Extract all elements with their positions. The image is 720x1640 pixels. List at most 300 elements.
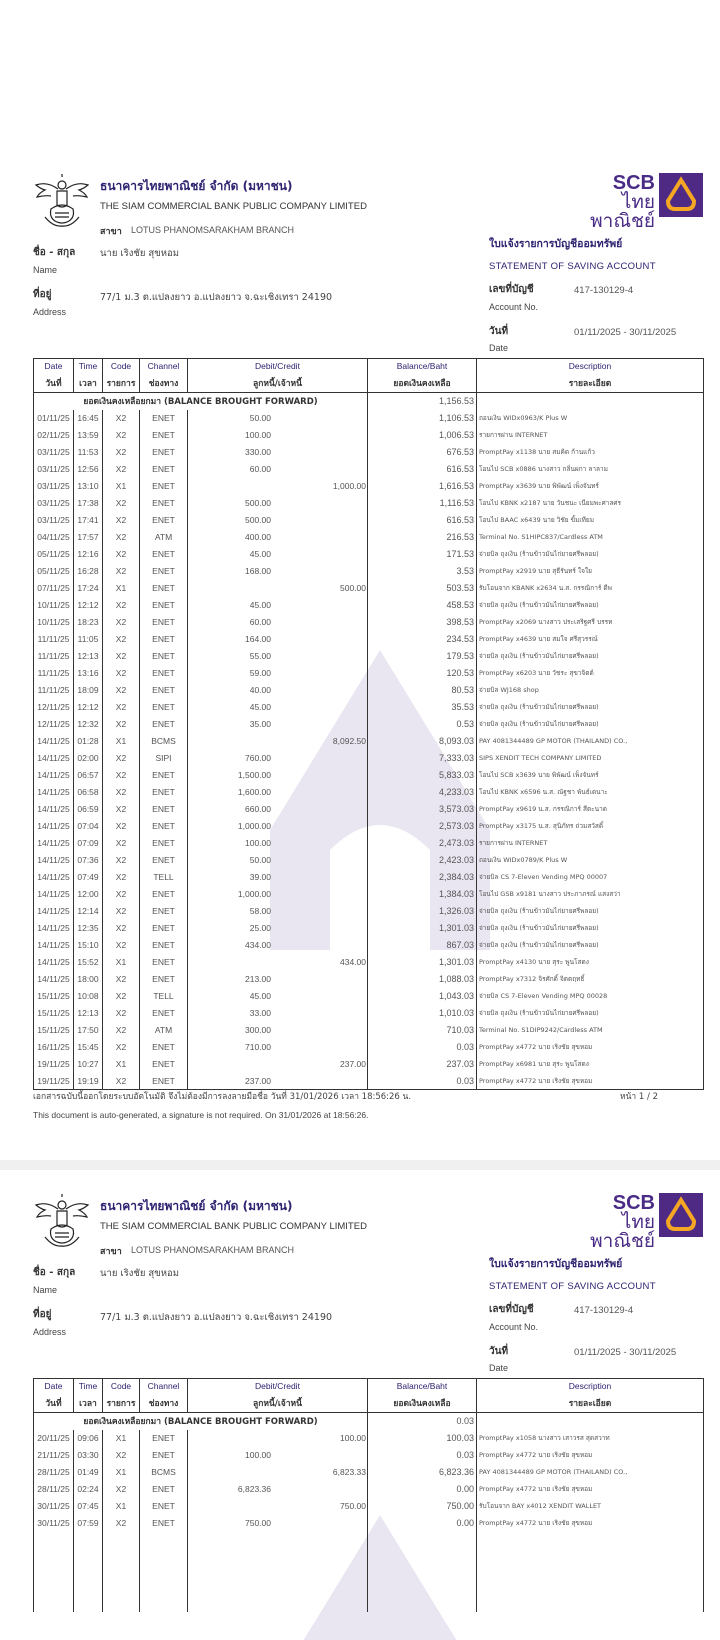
debit-credit-cell — [188, 665, 368, 682]
date-cell: 03/11/25 — [34, 512, 74, 529]
description-cell: จ่ายบิล WJ168 shop — [477, 682, 704, 699]
statement-title-th: ใบแจ้งรายการบัญชีออมทรัพย์ — [489, 238, 623, 250]
table-row — [34, 1430, 704, 1447]
balance-cell: 100.03 — [368, 1430, 477, 1447]
debit-credit-cell — [188, 580, 368, 597]
debit-amount: 164.00 — [245, 634, 271, 644]
channel-cell: ENET — [140, 835, 188, 852]
table-row — [34, 444, 704, 461]
description-cell: PAY 4081344489 GP MOTOR (THAILAND) CO., — [477, 733, 704, 750]
column-header-en: Channel — [147, 361, 180, 371]
branch-value: LOTUS PHANOMSARAKHAM BRANCH — [131, 225, 295, 235]
debit-credit-cell — [188, 1056, 368, 1073]
name-label-th: ชื่อ - สกุล — [33, 1267, 76, 1278]
code-cell: X2 — [103, 546, 140, 563]
channel-cell: ENET — [140, 1515, 188, 1532]
description-cell: PromptPay x7312 จิรศักดิ์ จิตตฤทธิ์ — [477, 971, 704, 988]
table-row — [34, 546, 704, 563]
table-row — [34, 529, 704, 546]
date-cell: 03/11/25 — [34, 461, 74, 478]
balance-cell: 80.53 — [368, 682, 477, 699]
debit-credit-cell — [188, 767, 368, 784]
date-cell: 14/11/25 — [34, 801, 74, 818]
statement-page-2 — [0, 1170, 720, 1640]
code-cell: X2 — [103, 1073, 140, 1090]
table-row — [34, 1515, 704, 1532]
debit-credit-cell — [188, 512, 368, 529]
statement-title-en: STATEMENT OF SAVING ACCOUNT — [489, 261, 656, 272]
date-cell: 05/11/25 — [34, 546, 74, 563]
description-cell: จ่ายบิล ถุงเงิน (ร้านข้าวมันไก่ยายศรีพลอย) — [477, 1005, 704, 1022]
code-cell: X2 — [103, 1481, 140, 1498]
balance-cell: 1,301.03 — [368, 954, 477, 971]
time-cell: 13:59 — [74, 427, 103, 444]
bank-name-en: THE SIAM COMMERCIAL BANK PUBLIC COMPANY LIMITED — [100, 1221, 367, 1232]
time-cell: 17:38 — [74, 495, 103, 512]
table-row — [34, 631, 704, 648]
time-cell: 16:45 — [74, 410, 103, 427]
column-header — [188, 1379, 368, 1413]
debit-credit-cell — [188, 1498, 368, 1515]
table-row — [34, 954, 704, 971]
code-cell: X2 — [103, 937, 140, 954]
column-header — [74, 359, 103, 393]
description-cell: PromptPay x2919 นาย สุธีรันทร์ ใจใย — [477, 563, 704, 580]
table-row — [34, 614, 704, 631]
debit-amount: 750.00 — [245, 1518, 271, 1528]
date-cell: 03/11/25 — [34, 444, 74, 461]
date-cell: 15/11/25 — [34, 1022, 74, 1039]
statement-period: 01/11/2025 - 30/11/2025 — [574, 327, 677, 338]
channel-cell: ENET — [140, 631, 188, 648]
channel-cell: ENET — [140, 920, 188, 937]
time-cell: 17:41 — [74, 512, 103, 529]
date-cell: 10/11/25 — [34, 614, 74, 631]
credit-amount: 434.00 — [340, 957, 366, 967]
debit-amount: 760.00 — [245, 753, 271, 763]
table-row — [34, 597, 704, 614]
table-row — [34, 784, 704, 801]
description-cell: จ่ายบิล ถุงเงิน (ร้านข้าวมันไก่ยายศรีพลอย) — [477, 699, 704, 716]
debit-credit-cell — [188, 937, 368, 954]
code-cell: X2 — [103, 410, 140, 427]
debit-credit-cell — [188, 733, 368, 750]
code-cell: X1 — [103, 954, 140, 971]
code-cell: X2 — [103, 1005, 140, 1022]
time-cell: 16:28 — [74, 563, 103, 580]
date-cell: 05/11/25 — [34, 563, 74, 580]
balance-cell: 710.03 — [368, 1022, 477, 1039]
time-cell: 01:28 — [74, 733, 103, 750]
time-cell: 18:00 — [74, 971, 103, 988]
date-cell: 28/11/25 — [34, 1464, 74, 1481]
account-label-th: เลขที่บัญชี — [489, 1304, 534, 1315]
code-cell: X2 — [103, 835, 140, 852]
code-cell: X1 — [103, 1430, 140, 1447]
credit-amount: 100.00 — [340, 1433, 366, 1443]
balance-cell: 234.53 — [368, 631, 477, 648]
channel-cell: ENET — [140, 682, 188, 699]
description-cell: PromptPay x4772 นาย เริงชัย สุขหอม — [477, 1481, 704, 1498]
column-header — [368, 1379, 477, 1413]
debit-credit-cell — [188, 1430, 368, 1447]
date-cell: 11/11/25 — [34, 682, 74, 699]
channel-cell: ENET — [140, 1430, 188, 1447]
empty-cell — [477, 1532, 704, 1612]
code-cell: X2 — [103, 886, 140, 903]
table-row — [34, 835, 704, 852]
description-cell: PromptPay x4772 นาย เริงชัย สุขหอม — [477, 1515, 704, 1532]
table-header-row — [34, 359, 704, 393]
debit-credit-cell — [188, 852, 368, 869]
date-label-th: วันที่ — [489, 1346, 509, 1357]
description-cell: จ่ายบิล CS 7-Eleven Vending MPQ 00007 — [477, 869, 704, 886]
debit-credit-cell — [188, 1039, 368, 1056]
balance-cell: 0.03 — [368, 1039, 477, 1056]
channel-cell: ENET — [140, 971, 188, 988]
table-row — [34, 886, 704, 903]
code-cell: X1 — [103, 1498, 140, 1515]
debit-amount: 1,000.00 — [237, 889, 271, 899]
channel-cell: ENET — [140, 1498, 188, 1515]
page-separator — [0, 1160, 720, 1170]
table-row — [34, 767, 704, 784]
table-header-row — [34, 1379, 704, 1413]
scb-emblem-icon — [659, 173, 703, 217]
table-row — [34, 801, 704, 818]
debit-amount: 710.00 — [245, 1042, 271, 1052]
address-label-th: ที่อยู่ — [33, 289, 52, 300]
date-cell: 11/11/25 — [34, 648, 74, 665]
balance-cell: 750.00 — [368, 1498, 477, 1515]
code-cell: X2 — [103, 563, 140, 580]
date-cell: 04/11/25 — [34, 529, 74, 546]
balance-cell: 35.53 — [368, 699, 477, 716]
table-row — [34, 1022, 704, 1039]
balance-cell: 0.00 — [368, 1481, 477, 1498]
bank-name-en: THE SIAM COMMERCIAL BANK PUBLIC COMPANY LIMITED — [100, 201, 367, 212]
statement-title-en: STATEMENT OF SAVING ACCOUNT — [489, 1281, 656, 1292]
time-cell: 18:09 — [74, 682, 103, 699]
transactions-table — [33, 358, 704, 1090]
time-cell: 12:56 — [74, 461, 103, 478]
code-cell: X2 — [103, 988, 140, 1005]
debit-amount: 100.00 — [245, 430, 271, 440]
balance-cell: 2,423.03 — [368, 852, 477, 869]
column-header — [140, 359, 188, 393]
table-row — [34, 563, 704, 580]
column-header — [103, 359, 140, 393]
column-header — [34, 359, 74, 393]
channel-cell: ENET — [140, 597, 188, 614]
column-header — [103, 1379, 140, 1413]
balance-cell: 616.53 — [368, 512, 477, 529]
customer-name: นาย เริงชัย สุขหอม — [100, 1268, 179, 1279]
debit-credit-cell — [188, 1481, 368, 1498]
debit-credit-cell — [188, 886, 368, 903]
channel-cell: ENET — [140, 546, 188, 563]
time-cell: 07:49 — [74, 869, 103, 886]
balance-forward-row — [34, 1413, 704, 1430]
debit-credit-cell — [188, 971, 368, 988]
debit-credit-cell — [188, 1447, 368, 1464]
code-cell: X1 — [103, 580, 140, 597]
column-header-en: Balance/Baht — [396, 361, 448, 371]
debit-credit-cell — [188, 410, 368, 427]
footer-note-en: This document is auto-generated, a signature is not required. On 31/01/2026 at 18:56:26. — [33, 1110, 369, 1120]
description-cell: โอนไป KBNK x2187 นาย วันชนะ เนียมพะศาลศร — [477, 495, 704, 512]
date-cell: 14/11/25 — [34, 784, 74, 801]
channel-cell: BCMS — [140, 733, 188, 750]
debit-credit-cell — [188, 631, 368, 648]
table-row — [34, 580, 704, 597]
debit-credit-cell — [188, 614, 368, 631]
debit-credit-cell — [188, 801, 368, 818]
date-cell: 14/11/25 — [34, 971, 74, 988]
code-cell: X2 — [103, 869, 140, 886]
debit-credit-cell — [188, 920, 368, 937]
column-header-en: Channel — [147, 1381, 180, 1391]
description-cell: จ่ายบิล ถุงเงิน (ร้านข้าวมันไก่ยายศรีพลอย) — [477, 597, 704, 614]
date-label-en: Date — [489, 1363, 509, 1373]
column-header-th: ลูกหนี้/เจ้าหนี้ — [253, 1399, 302, 1409]
debit-credit-cell — [188, 597, 368, 614]
table-row — [34, 1498, 704, 1515]
code-cell: X1 — [103, 1464, 140, 1481]
date-cell: 14/11/25 — [34, 937, 74, 954]
description-cell: จ่ายบิล ถุงเงิน (ร้านข้าวมันไก่ยายศรีพลอย) — [477, 903, 704, 920]
channel-cell: ENET — [140, 648, 188, 665]
time-cell: 02:00 — [74, 750, 103, 767]
scb-logo — [567, 172, 703, 232]
balance-forward-label: ยอดเงินคงเหลือยกมา (BALANCE BROUGHT FORWARD) — [34, 393, 368, 410]
column-header-th: ช่องทาง — [148, 379, 179, 389]
channel-cell: ENET — [140, 903, 188, 920]
table-row — [34, 1464, 704, 1481]
code-cell: X2 — [103, 461, 140, 478]
column-header-th: รายละเอียด — [568, 1399, 612, 1409]
debit-amount: 33.00 — [249, 1008, 271, 1018]
scb-logo — [567, 1192, 703, 1252]
date-cell: 02/11/25 — [34, 427, 74, 444]
code-cell: X2 — [103, 767, 140, 784]
debit-amount: 213.00 — [245, 974, 271, 984]
debit-amount: 1,600.00 — [237, 787, 271, 797]
debit-credit-cell — [188, 478, 368, 495]
empty-cell — [140, 1532, 188, 1612]
statement-title-th: ใบแจ้งรายการบัญชีออมทรัพย์ — [489, 1258, 623, 1270]
code-cell: X2 — [103, 648, 140, 665]
channel-cell: ENET — [140, 886, 188, 903]
debit-credit-cell — [188, 495, 368, 512]
debit-credit-cell — [188, 818, 368, 835]
balance-cell: 8,093.03 — [368, 733, 477, 750]
code-cell: X2 — [103, 1039, 140, 1056]
page-number: หน้า 1 / 2 — [620, 1092, 658, 1102]
account-number: 417-130129-4 — [574, 1305, 634, 1316]
date-cell: 14/11/25 — [34, 835, 74, 852]
description-cell — [477, 393, 704, 410]
column-header-en: Description — [568, 1381, 612, 1391]
table-row — [34, 478, 704, 495]
customer-address: 77/1 ม.3 ต.แปลงยาว อ.แปลงยาว จ.ฉะเชิงเทรา 24190 — [100, 292, 333, 303]
table-row — [34, 1447, 704, 1464]
channel-cell: ENET — [140, 784, 188, 801]
column-header-th: วันที่ — [45, 379, 62, 389]
time-cell: 18:23 — [74, 614, 103, 631]
date-cell: 11/11/25 — [34, 631, 74, 648]
description-cell: รายการผ่าน INTERNET — [477, 427, 704, 444]
time-cell: 15:45 — [74, 1039, 103, 1056]
code-cell: X1 — [103, 733, 140, 750]
code-cell: X2 — [103, 427, 140, 444]
debit-credit-cell — [188, 1515, 368, 1532]
description-cell: PAY 4081344489 GP MOTOR (THAILAND) CO., — [477, 1464, 704, 1481]
time-cell: 10:08 — [74, 988, 103, 1005]
time-cell: 07:45 — [74, 1498, 103, 1515]
channel-cell: ENET — [140, 1073, 188, 1090]
date-cell: 01/11/25 — [34, 410, 74, 427]
column-header-en: Balance/Baht — [396, 1381, 448, 1391]
credit-amount: 500.00 — [340, 583, 366, 593]
scb-logo-text: SCB — [612, 1192, 655, 1214]
description-cell: PromptPay x6981 นาย สุระ พูนโสดง — [477, 1056, 704, 1073]
balance-cell: 0.03 — [368, 1447, 477, 1464]
column-header — [368, 359, 477, 393]
code-cell: X2 — [103, 784, 140, 801]
bank-name-th: ธนาคารไทยพาณิชย์ จำกัด (มหาชน) — [100, 1199, 293, 1213]
column-header-th: รายการ — [106, 1399, 136, 1409]
column-header — [34, 1379, 74, 1413]
balance-cell: 3.53 — [368, 563, 477, 580]
time-cell: 12:16 — [74, 546, 103, 563]
table-row — [34, 512, 704, 529]
channel-cell: BCMS — [140, 1464, 188, 1481]
channel-cell: ENET — [140, 699, 188, 716]
scb-logo-text: SCB — [612, 172, 655, 194]
time-cell: 15:10 — [74, 937, 103, 954]
date-cell: 16/11/25 — [34, 1039, 74, 1056]
debit-credit-cell — [188, 1022, 368, 1039]
channel-cell: ENET — [140, 427, 188, 444]
table-row — [34, 1481, 704, 1498]
empty-cell — [34, 1532, 74, 1612]
balance-cell: 2,473.03 — [368, 835, 477, 852]
table-row — [34, 1056, 704, 1073]
code-cell: X2 — [103, 665, 140, 682]
column-header-th: รายละเอียด — [568, 379, 612, 389]
date-cell: 30/11/25 — [34, 1515, 74, 1532]
date-cell: 14/11/25 — [34, 733, 74, 750]
debit-credit-cell — [188, 444, 368, 461]
customer-name: นาย เริงชัย สุขหอม — [100, 248, 179, 259]
balance-cell: 503.53 — [368, 580, 477, 597]
description-cell: จ่ายบิล ถุงเงิน (ร้านข้าวมันไก่ยายศรีพลอย) — [477, 648, 704, 665]
debit-amount: 1,500.00 — [237, 770, 271, 780]
time-cell: 10:27 — [74, 1056, 103, 1073]
description-cell: SIPS XENDIT TECH COMPANY LIMITED — [477, 750, 704, 767]
code-cell: X2 — [103, 444, 140, 461]
code-cell: X2 — [103, 495, 140, 512]
table-row — [34, 852, 704, 869]
date-cell: 14/11/25 — [34, 767, 74, 784]
debit-credit-cell — [188, 1005, 368, 1022]
date-label-th: วันที่ — [489, 326, 509, 337]
debit-amount: 35.00 — [249, 719, 271, 729]
channel-cell: ENET — [140, 767, 188, 784]
column-header-en: Time — [78, 361, 98, 371]
date-cell: 14/11/25 — [34, 750, 74, 767]
column-header-th: วันที่ — [45, 1399, 62, 1409]
time-cell: 11:05 — [74, 631, 103, 648]
table-row — [34, 733, 704, 750]
code-cell: X2 — [103, 597, 140, 614]
description-cell: โอนไป BAAC x6439 นาย วิชัย ขิ้มเทียม — [477, 512, 704, 529]
debit-credit-cell — [188, 869, 368, 886]
time-cell: 12:12 — [74, 597, 103, 614]
debit-amount: 39.00 — [249, 872, 271, 882]
time-cell: 12:00 — [74, 886, 103, 903]
time-cell: 06:58 — [74, 784, 103, 801]
debit-amount: 59.00 — [249, 668, 271, 678]
time-cell: 17:24 — [74, 580, 103, 597]
code-cell: X2 — [103, 1515, 140, 1532]
debit-credit-cell — [188, 1073, 368, 1090]
address-label-en: Address — [33, 307, 67, 317]
date-cell: 28/11/25 — [34, 1481, 74, 1498]
time-cell: 07:59 — [74, 1515, 103, 1532]
column-header-en: Date — [44, 361, 63, 371]
column-header-en: Code — [110, 361, 132, 371]
date-cell: 12/11/25 — [34, 699, 74, 716]
code-cell: X2 — [103, 716, 140, 733]
description-cell: PromptPay x4639 นาย สมใจ ศรีสุวรรณ์ — [477, 631, 704, 648]
table-row — [34, 648, 704, 665]
code-cell: X2 — [103, 631, 140, 648]
balance-cell: 2,573.03 — [368, 818, 477, 835]
description-cell: PromptPay x3639 นาย พิพัฒน์ เพ็งจันทร์ — [477, 478, 704, 495]
code-cell: X2 — [103, 682, 140, 699]
scb-logo-text-th: ไทยพาณิชย์ — [590, 191, 655, 232]
balance-cell: 867.03 — [368, 937, 477, 954]
debit-amount: 1,000.00 — [237, 821, 271, 831]
description-cell: PromptPay x3175 น.ส. สุนิภัทร ถ่วมสวัสดิ์ — [477, 818, 704, 835]
column-header — [477, 359, 704, 393]
time-cell: 13:16 — [74, 665, 103, 682]
debit-amount: 45.00 — [249, 549, 271, 559]
channel-cell: TELL — [140, 869, 188, 886]
balance-cell: 1,384.03 — [368, 886, 477, 903]
description-cell: ถอนเงิน WIDx0963/K Plus W — [477, 410, 704, 427]
time-cell: 12:32 — [74, 716, 103, 733]
balance-cell: 1,116.53 — [368, 495, 477, 512]
column-header-en: Description — [568, 361, 612, 371]
debit-amount: 60.00 — [249, 464, 271, 474]
table-row — [34, 903, 704, 920]
debit-amount: 330.00 — [245, 447, 271, 457]
empty-cell — [74, 1532, 103, 1612]
column-header-en: Code — [110, 1381, 132, 1391]
transactions-table — [33, 1378, 704, 1612]
date-cell: 15/11/25 — [34, 988, 74, 1005]
channel-cell: ENET — [140, 1481, 188, 1498]
description-cell: โอนไป SCB x0886 นางสาว กลิ่นผกา ลาลาม — [477, 461, 704, 478]
statement-period: 01/11/2025 - 30/11/2025 — [574, 1347, 677, 1358]
time-cell: 11:53 — [74, 444, 103, 461]
balance-cell: 1,616.53 — [368, 478, 477, 495]
code-cell: X2 — [103, 1022, 140, 1039]
date-cell: 14/11/25 — [34, 920, 74, 937]
